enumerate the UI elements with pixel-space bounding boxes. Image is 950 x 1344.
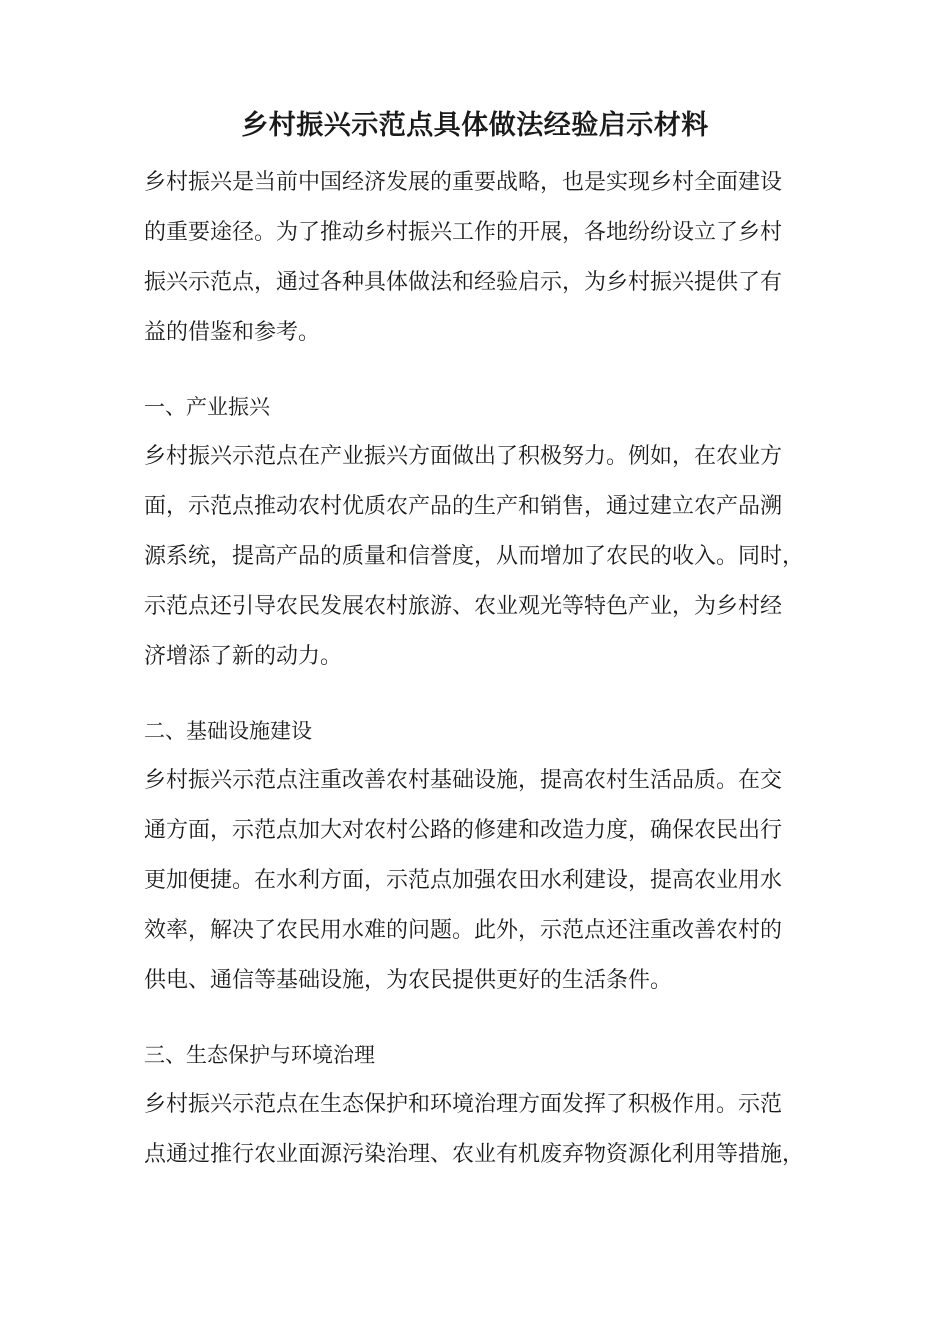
intro-line: 乡村振兴是当前中国经济发展的重要战略，也是实现乡村全面建设	[144, 170, 783, 195]
section-line: 通方面，示范点加大对农村公路的修建和改造力度，确保农民出行	[144, 818, 783, 843]
section-line: 乡村振兴示范点在产业振兴方面做出了积极努力。例如，在农业方	[144, 444, 783, 469]
section-line: 乡村振兴示范点在生态保护和环境治理方面发挥了积极作用。示范	[144, 1092, 783, 1117]
section-heading-infrastructure: 二、基础设施建设	[144, 719, 312, 743]
section-line: 供电、通信等基础设施，为农民提供更好的生活条件。	[144, 968, 673, 993]
section-heading-ecology: 三、生态保护与环境治理	[144, 1043, 375, 1067]
section-line: 效率，解决了农民用水难的问题。此外，示范点还注重改善农村的	[144, 918, 783, 943]
section-line: 示范点还引导农民发展农村旅游、农业观光等特色产业，为乡村经	[144, 594, 783, 619]
section-line: 更加便捷。在水利方面，示范点加强农田水利建设，提高农业用水	[144, 868, 783, 893]
section-line: 面，示范点推动农村优质农产品的生产和销售，通过建立农产品溯	[144, 494, 783, 519]
intro-line: 振兴示范点，通过各种具体做法和经验启示，为乡村振兴提供了有	[144, 270, 783, 295]
section-line: 源系统，提高产品的质量和信誉度，从而增加了农民的收入。同时，	[144, 544, 805, 569]
section-line: 点通过推行农业面源污染治理、农业有机废弃物资源化利用等措施，	[144, 1142, 805, 1167]
intro-line: 益的借鉴和参考。	[144, 320, 321, 345]
intro-line: 的重要途径。为了推动乡村振兴工作的开展，各地纷纷设立了乡村	[144, 220, 783, 245]
section-heading-industry: 一、产业振兴	[144, 395, 270, 419]
document-title: 乡村振兴示范点具体做法经验启示材料	[241, 110, 709, 141]
section-line: 乡村振兴示范点注重改善农村基础设施，提高农村生活品质。在交	[144, 768, 783, 793]
section-line: 济增添了新的动力。	[144, 644, 343, 669]
